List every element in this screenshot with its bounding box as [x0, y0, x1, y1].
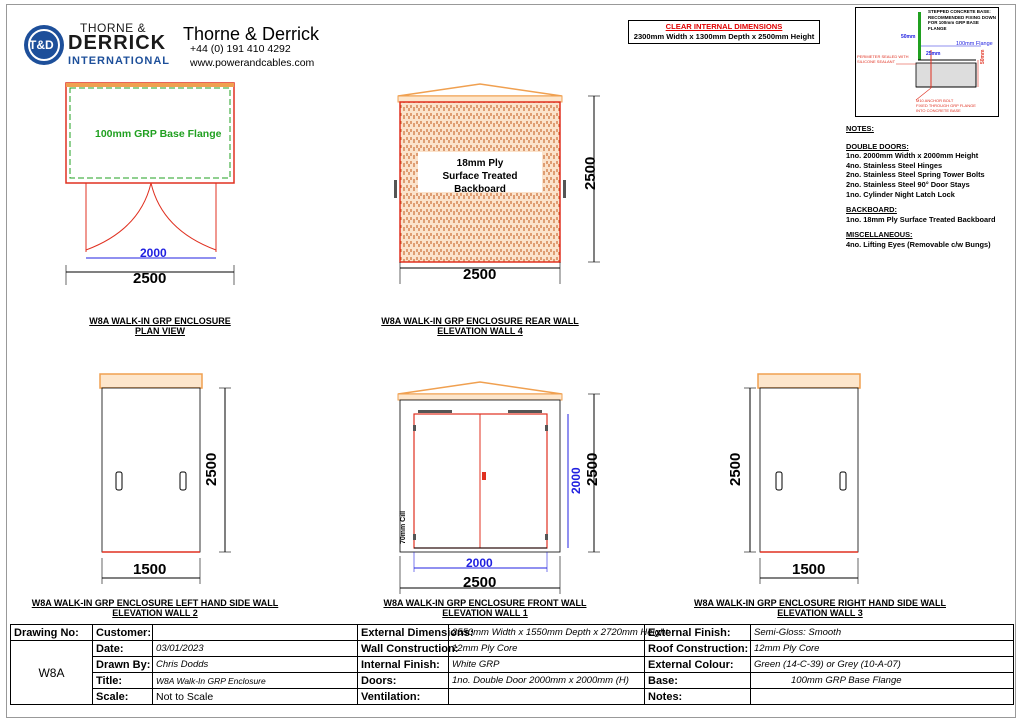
detail-anchor-3: INTO CONCRETE BASE — [916, 108, 961, 113]
doors-value[interactable]: 1no. Double Door 2000mm x 2000mm (H) — [449, 673, 645, 689]
customer-label: Customer: — [93, 625, 153, 641]
plan-view-title — [60, 316, 260, 336]
logo-text-bottom: INTERNATIONAL — [68, 55, 171, 67]
rear-board-line2: Surface Treated Backboard — [442, 171, 518, 195]
notes-label: Notes: — [645, 689, 751, 705]
front-view-title — [360, 598, 610, 618]
front-title-line2: ELEVATION WALL 1 — [442, 608, 528, 618]
roof-label: Roof Construction: — [645, 641, 751, 657]
date-value[interactable]: 03/01/2023 — [153, 641, 358, 657]
rear-view-title — [360, 316, 600, 336]
notes-doors-line: 2no. Stainless Steel Spring Tower Bolts — [846, 170, 985, 180]
notes-value[interactable] — [751, 689, 1014, 705]
clear-dimensions-title: CLEAR INTERNAL DIMENSIONS — [665, 22, 783, 31]
right-wall-view — [744, 374, 860, 584]
rear-title-line1: W8A WALK-IN GRP ENCLOSURE REAR WALL — [381, 316, 579, 326]
detail-note-1: STEPPED CONCRETE BASE: — [928, 9, 991, 14]
title-label: Title: — [93, 673, 153, 689]
detail-dim-flange: 100mm Flange — [956, 41, 993, 47]
notes-doors-line: 1no. Cylinder Night Latch Lock — [846, 189, 955, 199]
right-title-line2: ELEVATION WALL 3 — [777, 608, 863, 618]
company-name: Thorne & Derrick — [183, 24, 320, 44]
ventilation-value[interactable] — [449, 689, 645, 705]
plan-width-dim: 2500 — [133, 270, 167, 287]
detail-anchor-2: FIXED THROUGH GRP FLANGE — [916, 103, 976, 108]
drawn-by-value[interactable]: Chris Dodds — [153, 657, 358, 673]
notes-misc-line: 4no. Lifting Eyes (Removable c/w Bungs) — [846, 239, 991, 249]
date-label: Date: — [93, 641, 153, 657]
ext-colour-value[interactable]: Green (14-C-39) or Grey (10-A-07) — [751, 657, 1014, 673]
ext-dims-label: External Dimensions: — [358, 625, 449, 641]
right-title-line1: W8A WALK-IN GRP ENCLOSURE RIGHT HAND SIDE WALL — [694, 598, 946, 608]
int-finish-label: Internal Finish: — [358, 657, 449, 673]
scale-value[interactable]: Not to Scale — [153, 689, 358, 705]
left-height-dim: 2500 — [203, 452, 220, 486]
rear-board-line1: 18mm Ply — [456, 158, 504, 169]
right-width-dim: 1500 — [792, 561, 826, 578]
drawn-by-label: Drawn By: — [93, 657, 153, 673]
roof-value[interactable]: 12mm Ply Core — [751, 641, 1014, 657]
detail-perim-1: PERIMETER SEALED WITH — [857, 54, 909, 59]
detail-note-3: FOR 100mm GRP BASE FLANGE — [928, 20, 979, 31]
front-cill-label: 70mm Cill — [400, 510, 407, 544]
doors-label: Doors: — [358, 673, 449, 689]
drawing-no-label: Drawing No: — [11, 625, 93, 641]
notes-doors-heading: DOUBLE DOORS: — [846, 141, 909, 151]
plan-flange-label: 100mm GRP Base Flange — [95, 128, 222, 140]
detail-dim-50: 50mm — [901, 34, 916, 40]
company-website[interactable]: www.powerandcables.com — [190, 57, 315, 69]
logo-text-top: THORNE & — [80, 21, 147, 35]
ext-finish-value[interactable]: Semi-Gloss: Smooth — [751, 625, 1014, 641]
notes-misc-heading: MISCELLANEOUS: — [846, 230, 913, 240]
front-width-dim: 2500 — [463, 574, 497, 591]
ext-dims-value[interactable]: 2550mm Width x 1550mm Depth x 2720mm Height — [449, 625, 645, 641]
right-view-title — [670, 598, 970, 618]
left-title-line2: ELEVATION WALL 2 — [112, 608, 198, 618]
logo-text-mid: DERRICK — [68, 32, 167, 54]
left-width-dim: 1500 — [133, 561, 167, 578]
front-door-w-dim: 2000 — [466, 556, 493, 570]
ext-finish-label: External Finish: — [645, 625, 751, 641]
logo-mark-text: T&D — [29, 38, 54, 52]
ext-colour-label: External Colour: — [645, 657, 751, 673]
rear-title-line2: ELEVATION WALL 4 — [437, 326, 523, 336]
base-value[interactable]: 100mm GRP Base Flange — [751, 673, 1014, 689]
notes-doors-line: 2no. Stainless Steel 90° Door Stays — [846, 179, 970, 189]
scale-label: Scale: — [93, 689, 153, 705]
notes-backboard-heading: BACKBOARD: — [846, 205, 897, 215]
drawing-no-value[interactable]: W8A — [11, 641, 93, 705]
detail-anchor-1: M10 ANCHOR BOLT — [916, 98, 954, 103]
detail-dim-25: 25mm — [926, 51, 941, 57]
left-title-line1: W8A WALK-IN GRP ENCLOSURE LEFT HAND SIDE WALL — [31, 598, 279, 608]
detail-perim-2: SILICONE SEALANT — [857, 59, 896, 64]
title-block — [10, 624, 1014, 705]
rear-board-label — [418, 157, 542, 196]
customer-value[interactable] — [153, 625, 358, 641]
notes-doors-line: 1no. 2000mm Width x 2000mm Height — [846, 151, 979, 161]
company-phone: +44 (0) 191 410 4292 — [190, 43, 291, 55]
detail-note-2: RECOMMENDED FIXING DOWN — [928, 14, 996, 20]
ventilation-label: Ventilation: — [358, 689, 449, 705]
notes-doors-line: 4no. Stainless Steel Hinges — [846, 160, 943, 170]
rear-height-dim: 2500 — [582, 156, 599, 190]
right-height-dim: 2500 — [727, 452, 744, 486]
notes-backboard-line: 1no. 18mm Ply Surface Treated Backboard — [846, 214, 996, 224]
wall-value[interactable]: 12mm Ply Core — [449, 641, 645, 657]
notes-title: NOTES: — [846, 124, 874, 133]
base-label: Base: — [645, 673, 751, 689]
front-door-h-dim: 2000 — [569, 467, 583, 494]
rear-width-dim: 2500 — [463, 266, 497, 283]
plan-title-line1: W8A WALK-IN GRP ENCLOSURE — [89, 316, 231, 326]
left-view-title — [10, 598, 300, 618]
clear-dimensions-value: 2300mm Width x 1300mm Depth x 2500mm Height — [633, 32, 815, 41]
detail-dim-right: 50mm — [980, 49, 986, 64]
front-height-dim: 2500 — [584, 452, 601, 486]
wall-label: Wall Construction: — [358, 641, 449, 657]
plan-door-dim: 2000 — [140, 246, 167, 260]
front-title-line1: W8A WALK-IN GRP ENCLOSURE FRONT WALL — [383, 598, 587, 608]
title-value[interactable]: W8A Walk-In GRP Enclosure — [153, 673, 358, 689]
int-finish-value[interactable]: White GRP — [449, 657, 645, 673]
plan-title-line2: PLAN VIEW — [134, 326, 185, 336]
